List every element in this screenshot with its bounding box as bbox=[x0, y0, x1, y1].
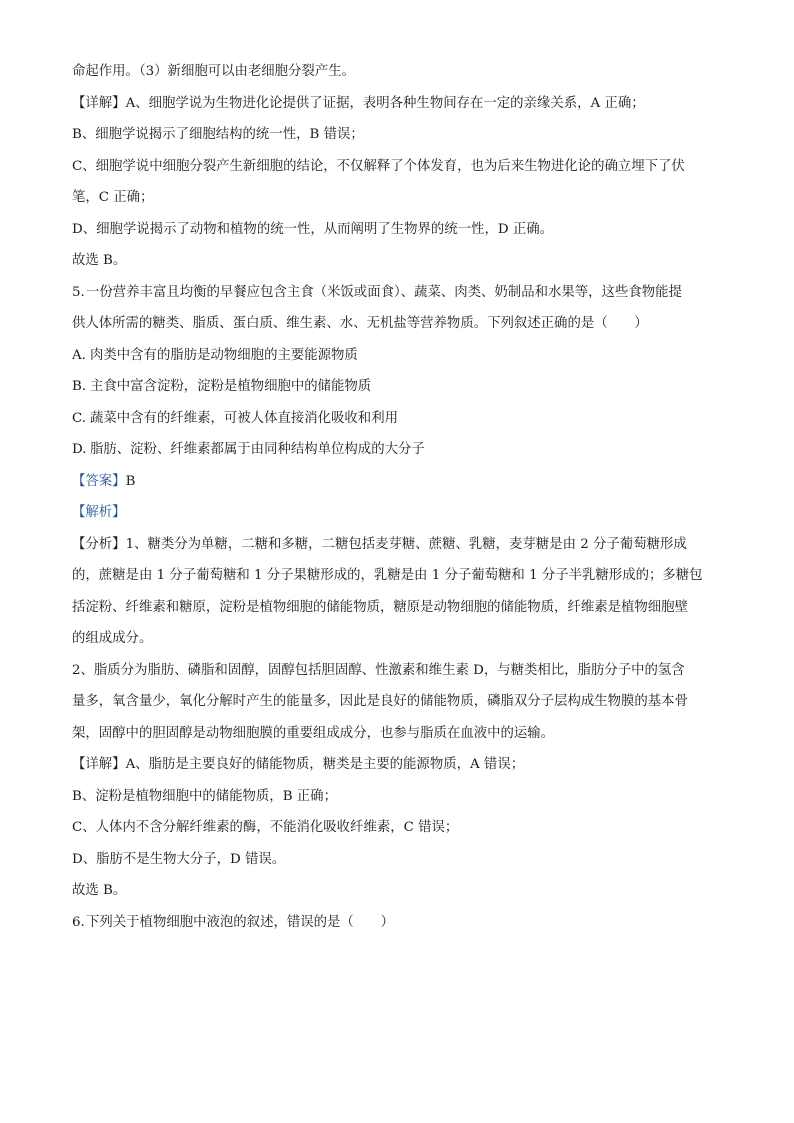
text: A、细胞学说为生物进化论提供了证据，表明各种生物间存在一定的亲缘关系，A 正确； bbox=[125, 95, 645, 111]
answer-line bbox=[72, 472, 722, 492]
text-line bbox=[72, 220, 722, 240]
text: A、脂肪是主要良好的储能物质，糖类是主要的能源物质，A 错误； bbox=[125, 757, 525, 772]
question-6-stem bbox=[72, 913, 722, 933]
text: B、细胞学说揭示了细胞结构的统一性，B 错误； bbox=[72, 127, 364, 142]
text-line bbox=[72, 125, 722, 145]
text: 的组成成分。 bbox=[72, 631, 153, 646]
option-letter: A. bbox=[72, 347, 86, 363]
text: 笔，C 正确； bbox=[72, 190, 154, 205]
analysis-line bbox=[72, 566, 722, 586]
analysis-line bbox=[72, 629, 722, 649]
text: 1、糖类分为单糖，二糖和多糖，二糖包括麦芽糖、蔗糖、乳糖，麦芽糖是由 2 分子葡萄糖形成 bbox=[125, 536, 687, 552]
question-number: 5. bbox=[72, 284, 85, 300]
section-tag: 【分析】 bbox=[72, 536, 126, 552]
answer-tag: 【答案】 bbox=[72, 473, 126, 489]
analysis-line bbox=[72, 724, 722, 744]
option-letter: D. bbox=[72, 442, 87, 457]
option-a bbox=[72, 346, 722, 366]
text: C、细胞学说中细胞分裂产生新细胞的结论，不仅解释了个体发育，也为后来生物进化论的确立埋下了伏 bbox=[72, 158, 685, 174]
analysis-tag: 【解析】 bbox=[72, 505, 126, 520]
text-line bbox=[72, 157, 722, 177]
question-5-stem bbox=[72, 283, 722, 303]
text: 2、脂质分为脂肪、磷脂和固醇，固醇包括胆固醇、性激素和维生素 D，与糖类相比，脂肪分子中的氢含 bbox=[72, 662, 685, 678]
text: 的，蔗糖是由 1 分子葡萄糖和 1 分子果糖形成的，乳糖是由 1 分子葡萄糖和 1 分子半乳糖形成的；多糖包 bbox=[72, 568, 703, 583]
analysis-heading bbox=[72, 503, 722, 523]
detail-line bbox=[72, 787, 722, 807]
text: 故选 B。 bbox=[72, 253, 127, 268]
section-tag: 【详解】 bbox=[72, 757, 126, 772]
option-letter: B. bbox=[72, 379, 87, 394]
text-line bbox=[72, 188, 722, 208]
text: 量多，氧含量少，氧化分解时产生的能量多，因此是良好的储能物质，磷脂双分子层构成生物膜的基本骨 bbox=[72, 694, 688, 709]
text: 下列关于植物细胞中液泡的叙述，错误的是（ ） bbox=[86, 914, 394, 930]
text: 供人体所需的糖类、脂质、蛋白质、维生素、水、无机盐等营养物质。下列叙述正确的是（ ） bbox=[72, 316, 648, 331]
option-c bbox=[72, 409, 722, 429]
conclusion-line bbox=[72, 251, 722, 271]
text: 架，固醇中的胆固醇是动物细胞膜的重要组成成分，也参与脂质在血液中的运输。 bbox=[72, 725, 555, 741]
option-d bbox=[72, 440, 722, 460]
text: D、脂肪不是生物大分子，D 错误。 bbox=[72, 851, 286, 867]
conclusion-line bbox=[72, 881, 722, 901]
detail-line bbox=[72, 94, 722, 114]
option-text: 肉类中含有的脂肪是动物细胞的主要能源物质 bbox=[90, 347, 358, 363]
analysis-line bbox=[72, 535, 722, 555]
detail-line bbox=[72, 755, 722, 775]
answer-value: B bbox=[125, 473, 136, 489]
text: D、细胞学说揭示了动物和植物的统一性，从而阐明了生物界的统一性，D 正确。 bbox=[72, 221, 554, 237]
option-letter: C. bbox=[72, 410, 87, 426]
question-number: 6. bbox=[72, 914, 85, 930]
section-tag: 【详解】 bbox=[72, 95, 126, 111]
text-line bbox=[72, 62, 722, 82]
text: 命起作用。（3）新细胞可以由老细胞分裂产生。 bbox=[72, 64, 356, 79]
option-text: 蔬菜中含有的纤维素，可被人体直接消化吸收和利用 bbox=[90, 410, 398, 426]
analysis-line bbox=[72, 598, 722, 618]
text: 一份营养丰富且均衡的早餐应包含主食（米饭或面食）、蔬菜、肉类、奶制品和水果等，这些食物能提 bbox=[86, 284, 682, 300]
text: 故选 B。 bbox=[72, 883, 127, 898]
detail-line bbox=[72, 850, 722, 870]
text: B、淀粉是植物细胞中的储能物质，B 正确； bbox=[72, 788, 337, 804]
analysis-line bbox=[72, 692, 722, 712]
analysis-line bbox=[72, 661, 722, 681]
text: 括淀粉、纤维素和糖原，淀粉是植物细胞的储能物质，糖原是动物细胞的储能物质，纤维素是植物细胞壁 bbox=[72, 599, 688, 615]
option-text: 脂肪、淀粉、纤维素都属于由同种结构单位构成的大分子 bbox=[90, 442, 425, 457]
page-content bbox=[72, 62, 722, 944]
option-text: 主食中富含淀粉，淀粉是植物细胞中的储能物质 bbox=[90, 379, 372, 394]
text: C、人体内不含分解纤维素的酶，不能消化吸收纤维素，C 错误； bbox=[72, 820, 459, 835]
detail-line bbox=[72, 818, 722, 838]
option-b bbox=[72, 377, 722, 397]
question-5-stem-cont bbox=[72, 314, 722, 334]
